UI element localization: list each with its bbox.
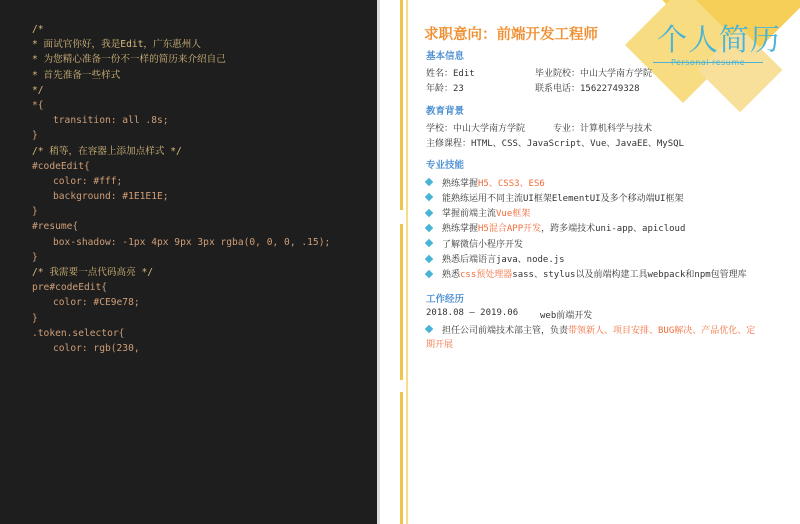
skill-text-post: sass、stylus以及前端构建工具webpack和npm包管理库 [512, 270, 747, 281]
code-line [32, 219, 377, 234]
code-text: /* [32, 24, 44, 35]
resume-logo [635, 14, 785, 74]
skill-item [426, 175, 545, 189]
skill-text-hl: H5、CSS3、ES6 [478, 178, 545, 189]
code-line [32, 68, 377, 83]
code-line [32, 295, 377, 310]
code-text: transition: all .8s; [53, 115, 169, 127]
code-text: *{ [32, 99, 44, 111]
skill-text-hl: H5混合APP开发 [478, 224, 542, 235]
skill-text-pre: 熟练掌握 [442, 178, 479, 189]
code-line [32, 235, 377, 250]
skill-text-pre: 熟悉后端语言java、node.js [442, 255, 565, 265]
section-title-work: 工作经历 [426, 294, 465, 305]
code-text: * 首先准备一些样式 [32, 69, 121, 81]
code-text: box-shadow: -1px 4px 9px 3px rgba(0, 0, 0, .15); [53, 236, 331, 248]
code-text: * 面试官你好，我是Edit，广东惠州人 [32, 39, 201, 51]
decorative-stripe-thin [406, 0, 408, 524]
skill-text-pre: 熟练掌握 [442, 224, 479, 235]
skill-text-pre: 能熟练运用不同主流UI框架ElementUI及多个移动端UI框架 [442, 193, 684, 204]
code-line [32, 113, 377, 128]
code-line [32, 37, 377, 52]
logo-subtitle: Personal resume [671, 58, 746, 67]
section-title-education: 教育背景 [426, 106, 465, 117]
code-line [32, 174, 377, 189]
logo-title: 个人简历 [657, 23, 781, 58]
code-line [32, 280, 377, 295]
edu-courses: 主修课程：HTML、CSS、JavaScript、Vue、JavaEE、MySQL [426, 139, 684, 149]
skill-item [426, 236, 523, 250]
code-line [32, 159, 377, 174]
resume-paper [380, 0, 800, 524]
skill-text-pre: 了解微信小程序开发 [442, 239, 524, 250]
code-line [32, 98, 377, 113]
code-line [32, 128, 377, 143]
code-text: color: #fff; [53, 175, 123, 187]
diamond-bullet-icon [425, 224, 433, 232]
basic-name: 姓名：Edit [426, 69, 475, 79]
code-text: /* 我需要一点代码高亮 */ [32, 267, 153, 278]
skill-item [426, 221, 685, 235]
code-line [32, 189, 377, 204]
diamond-bullet-icon [425, 325, 433, 333]
code-text: } [32, 251, 38, 263]
skill-text-pre: 熟悉 [442, 270, 461, 281]
code-text: /* 稍等，在容器上添加点样式 */ [32, 145, 182, 157]
code-line [32, 265, 377, 280]
diamond-bullet-icon [425, 239, 433, 247]
work-duty-text: 担任公司前端技术部主管，负责 [442, 325, 569, 336]
code-line [32, 22, 377, 37]
section-title-skills: 专业技能 [426, 160, 465, 171]
skill-item [426, 190, 683, 204]
code-text: pre#codeEdit{ [32, 282, 108, 294]
basic-age: 年龄：23 [426, 84, 464, 94]
work-role: web前端开发 [540, 311, 593, 321]
code-line [32, 341, 377, 356]
skill-text-pre: 掌握前端主流 [442, 209, 497, 220]
work-duty-highlight-cont: 期开展 [426, 340, 454, 350]
code-text: } [32, 312, 38, 324]
basic-school: 毕业院校：中山大学南方学院 [535, 69, 653, 79]
diamond-bullet-icon [425, 270, 433, 278]
diamond-bullet-icon [425, 178, 433, 186]
edu-major: 专业：计算机科学与技术 [553, 124, 653, 134]
code-line [32, 250, 377, 265]
code-line [32, 144, 377, 159]
code-text: color: #CE9e78; [53, 297, 140, 309]
work-duty-row [426, 322, 755, 336]
skill-item [426, 267, 747, 281]
code-line [32, 83, 377, 98]
skill-text-hl: Vue框架 [496, 209, 531, 220]
section-title-basic: 基本信息 [426, 51, 465, 62]
code-line [32, 204, 377, 219]
code-text: */ [32, 84, 44, 96]
work-period: 2018.08 — 2019.06 [426, 308, 519, 318]
decorative-stripe [400, 0, 403, 524]
skill-item [426, 206, 530, 220]
code-line [32, 311, 377, 326]
code-text: } [32, 130, 38, 142]
code-text: #codeEdit{ [32, 160, 90, 172]
diamond-bullet-icon [425, 254, 433, 262]
code-text: background: #1E1E1E; [53, 191, 169, 203]
code-text: * 为您精心准备一份不一样的简历来介绍自己 [32, 54, 226, 66]
job-title: 求职意向：前端开发工程师 [424, 26, 598, 43]
basic-phone: 联系电话：15622749328 [535, 84, 640, 94]
skill-text-post: ，跨多端技术uni-app、apicloud [541, 224, 686, 235]
code-text: #resume{ [32, 221, 79, 233]
code-editor[interactable] [0, 0, 377, 524]
code-line [32, 326, 377, 341]
edu-school: 学校：中山大学南方学院 [426, 124, 526, 134]
code-text: } [32, 206, 38, 218]
diamond-bullet-icon [425, 193, 433, 201]
work-duty-highlight: 带领新人、项目安排、BUG解决、产品优化、定 [568, 325, 756, 336]
skill-text-hl: css预处理器 [460, 270, 513, 281]
code-text: color: rgb(230, [53, 342, 140, 354]
code-text: .token.selector{ [32, 327, 125, 339]
skill-item [426, 252, 565, 266]
diamond-bullet-icon [425, 208, 433, 216]
code-line [32, 52, 377, 67]
